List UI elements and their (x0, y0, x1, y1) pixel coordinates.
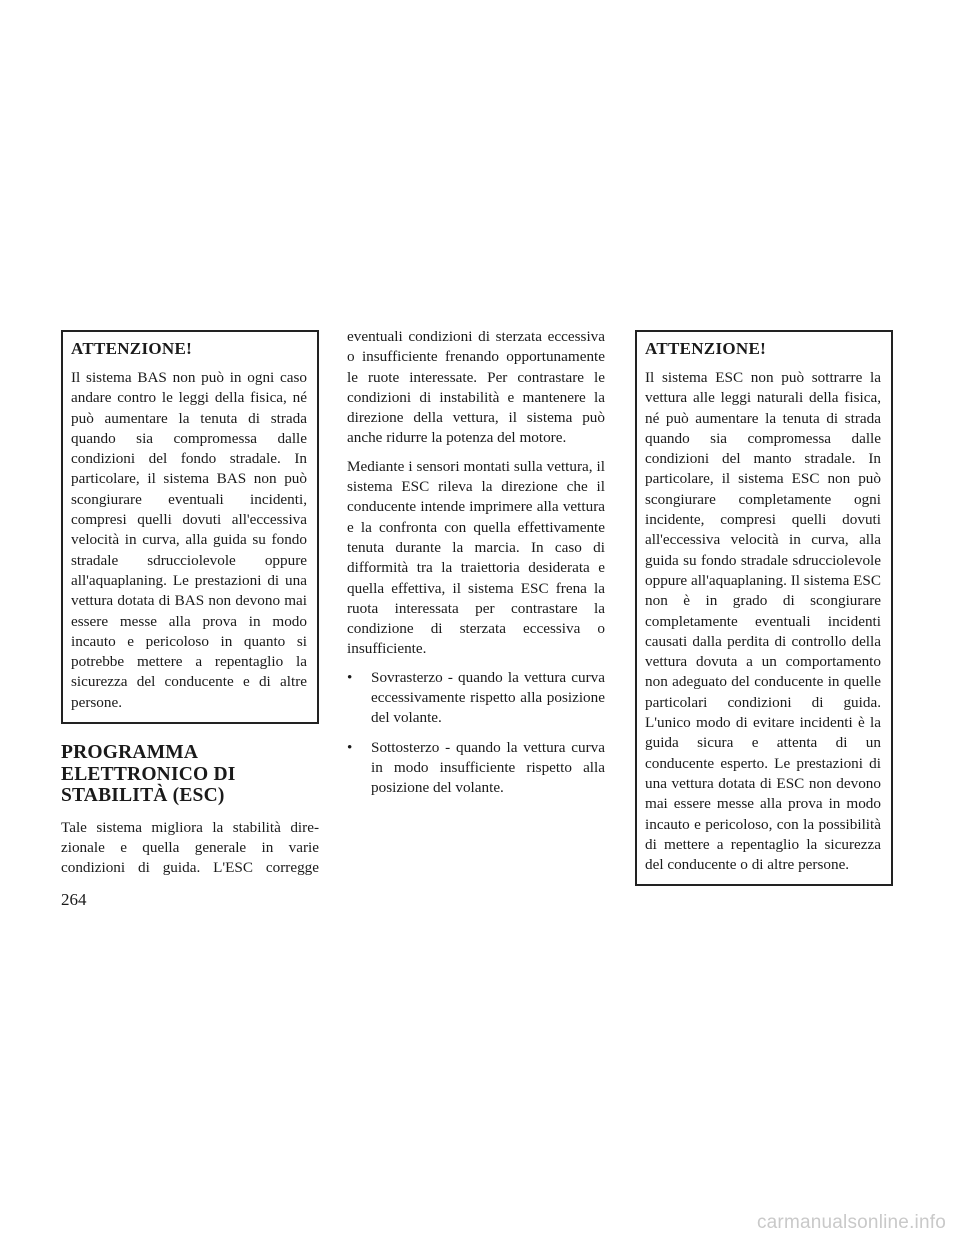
warning-box-bas (61, 330, 319, 724)
section-heading-line2: ELETTRONICO DI (61, 763, 236, 785)
page-number: 264 (61, 890, 87, 909)
warning-box-esc (635, 330, 893, 886)
section-heading (61, 742, 319, 807)
watermark: carmanualsonline.info (756, 1212, 946, 1233)
list-item-text: Sottosterzo - quando la vettura curva in modo insufficiente rispetto alla posizione del volante. (371, 738, 605, 797)
warning-title: ATTENZIONE! (71, 339, 193, 358)
bullet-icon: • (347, 668, 353, 686)
section-heading-line3: STABILITÀ (ESC) (61, 785, 225, 807)
list-item-text: Sovrasterzo - quando la vettura curva eccessivamente rispetto alla posizione del volante. (371, 668, 605, 727)
section-intro-continuation: eventuali condizioni di sterzata eccessiva o insufficiente frenando opportunamente le ruote interessate. Per contrastare le condizioni di instabilità e mantenere la direzione della vettura, il sistema può anche ridurre la potenza del motore. (347, 328, 605, 447)
bullet-icon: • (347, 738, 353, 756)
section-intro-paragraph: Tale sistema migliora la stabilità direzionale e quella generale in varie condizioni di guida. L'ESC corregge (61, 818, 319, 877)
esc-detection-paragraph: Mediante i sensori montati sulla vettura, il sistema ESC rileva la direzione che il conducente intende imprimere alla vettura e la confronta con quella effettivamente tenuta durante la marcia. In caso di difformità tra la traiettoria desiderata e quella effettiva, il sistema ESC frena la ruota interessata per contrastare la condizione di sterzata eccessiva o insufficiente. (347, 457, 605, 658)
section-heading-line1: PROGRAMMA (61, 742, 199, 764)
warning-text: Il sistema ESC non può sottrarre la vettura alle leggi naturali della fisica, né può aumentare la tenuta di strada quando sia compromessa dalle condizioni del manto stradale. In particolare, il sistema ESC non può scongiurare completamente ogni incidente, compresi quelli dovuti all'eccessiva velocità in curva, alla guida su fondo stradale sdrucciolevole oppure all'aquaplaning. Il sistema ESC non è in grado di scongiurare completamente eventuali incidenti causati dalla perdita di controllo della vettura dovuta a un comportamento non adeguato del conducente in quelle particolari condizioni di guida. L'unico modo di evitare incidenti è la guida sicura e attenta di un conducente esperto. Le prestazioni di una vettura dotata di ESC non devono mai essere messe alla prova in modo incauto e pericoloso, con la possibilità di mettere a repentaglio la sicurezza del conducente o di altre persone. (645, 369, 881, 874)
left-column (61, 330, 319, 886)
warning-text: Il sistema BAS non può in ogni caso andare contro le leggi della fisica, né può aumentare la tenuta di strada quando sia compromessa dalle condizioni del fondo stradale. In particolare, il sistema BAS non può scongiurare eventuali incidenti, compresi quelli dovuti all'eccessiva velocità in curva, alla guida su fondo stradale sdrucciolevole oppure all'aquaplaning. Le prestazioni di una vettura dotata di BAS non devono mai essere messe alla prova in modo incauto e pericoloso in quanto si potrebbe mettere a repentaglio la sicurezza del conducente e di altre persone. (71, 369, 307, 711)
middle-column (347, 327, 605, 808)
steering-condition-list (347, 668, 605, 799)
list-item (347, 738, 605, 799)
warning-title: ATTENZIONE! (645, 339, 767, 358)
list-item (347, 668, 605, 729)
right-column (635, 330, 893, 886)
